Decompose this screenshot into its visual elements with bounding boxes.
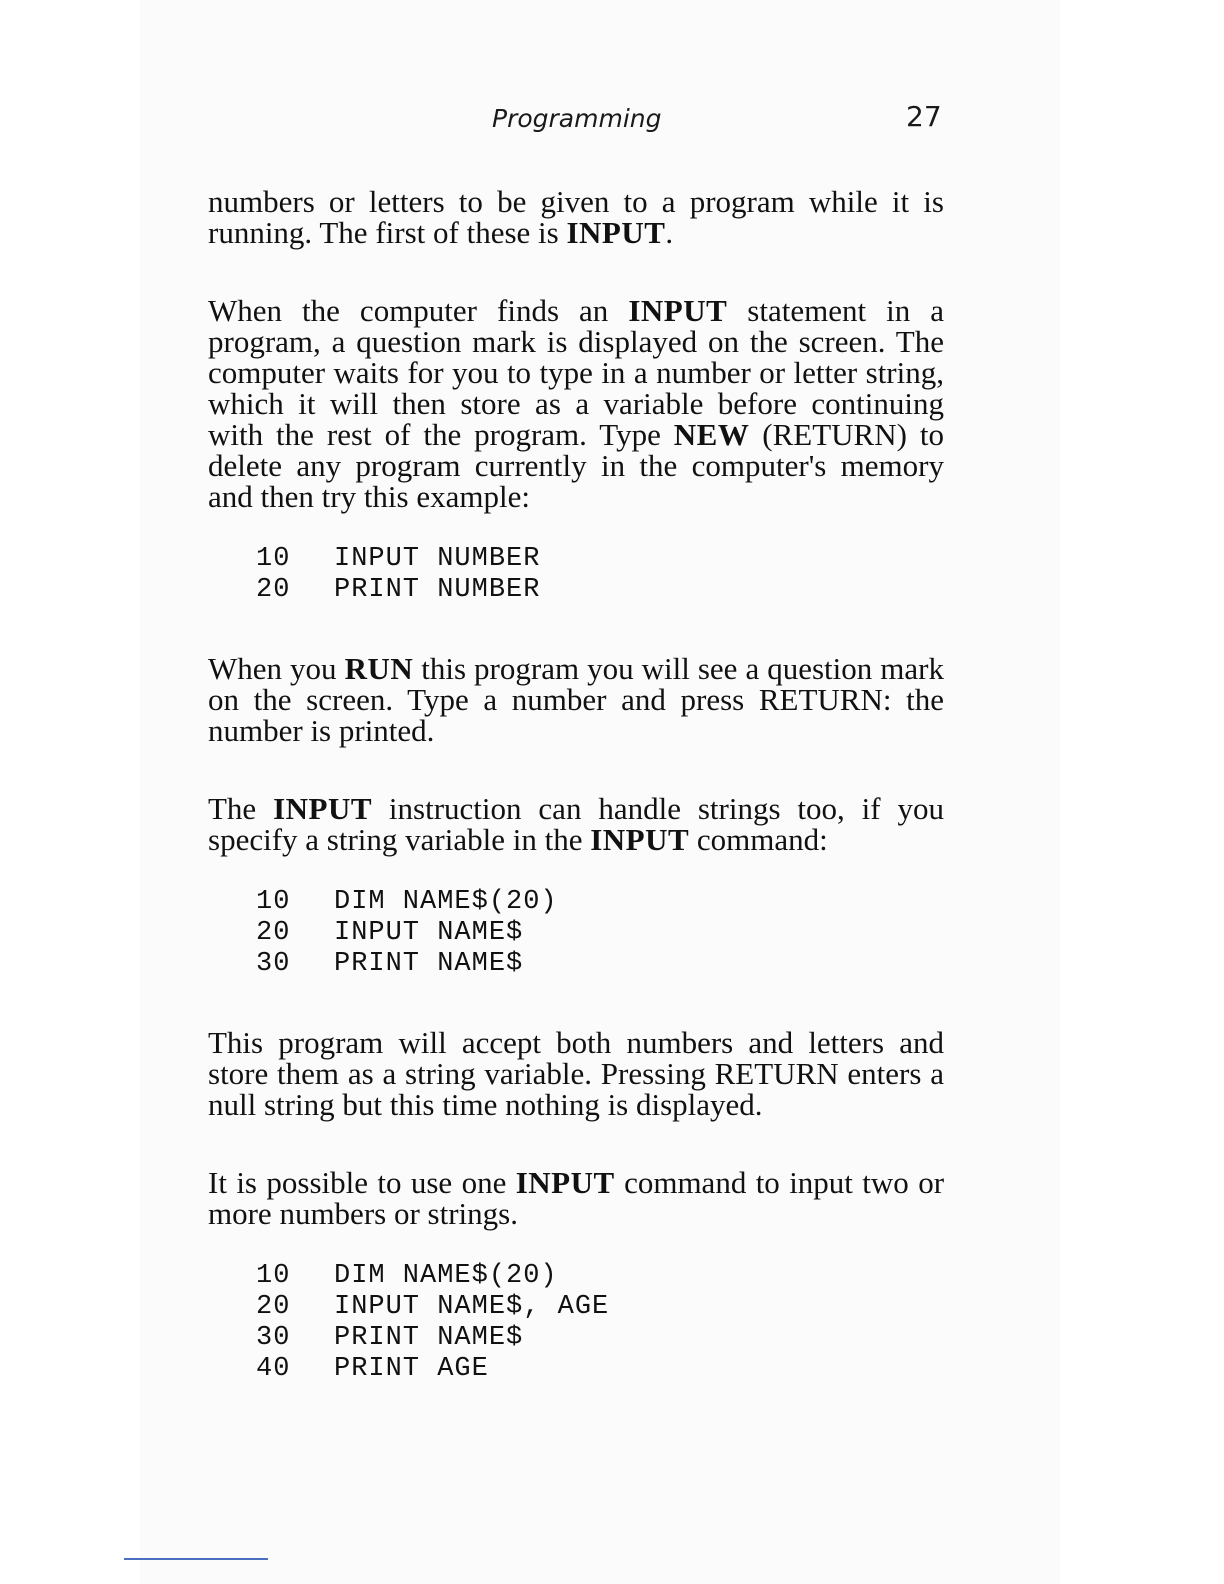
keyword: INPUT xyxy=(628,293,728,328)
keyword: NEW xyxy=(673,417,750,452)
code-text: DIM NAME$(20) xyxy=(334,1261,558,1291)
paragraph-6: It is possible to use one INPUT command to input two or more numbers or strings. xyxy=(208,1165,945,1231)
running-title: Programming xyxy=(492,104,662,133)
line-number: 40 xyxy=(256,1354,291,1384)
code-line xyxy=(256,1261,944,1292)
code-text: PRINT NAME$ xyxy=(334,949,524,979)
line-number: 20 xyxy=(256,1292,291,1322)
paragraph-4: The INPUT instruction can handle strings too, if you specify a string variable in the INPUT command: xyxy=(208,791,944,857)
paragraph-2: When the computer finds an INPUT statement in a program, a question mark is displayed on the screen. The computer waits for you to type in a number or letter string, which it will then store as a variable before continuing with the rest of the program. Type NEW (RETURN) to delete any program currently in the computer's memory and then try this example: xyxy=(208,293,945,514)
page-body xyxy=(208,186,944,1385)
code-listing-1 xyxy=(256,544,944,606)
keyword: INPUT xyxy=(515,1165,615,1200)
code-line xyxy=(256,949,944,980)
paragraph-1: numbers or letters to be given to a program while it is running. The first of these is INPUT. xyxy=(208,184,944,250)
code-text: INPUT NAME$, AGE xyxy=(334,1292,610,1322)
line-number: 20 xyxy=(256,918,291,948)
footer-rule xyxy=(124,1558,268,1560)
paragraph-5: This program will accept both numbers and letters and store them as a string variable. Pressing RETURN enters a null string but this time nothing is displayed. xyxy=(208,1025,944,1122)
paragraph-3: When you RUN this program you will see a question mark on the screen. Type a number and press RETURN: the number is printed. xyxy=(208,651,944,748)
page-header xyxy=(0,100,1224,140)
keyword: INPUT xyxy=(566,215,666,250)
keyword: INPUT xyxy=(590,822,690,857)
page-number: 27 xyxy=(906,100,942,133)
keyword: INPUT xyxy=(273,791,373,826)
code-line xyxy=(256,1323,944,1354)
code-line xyxy=(256,887,944,918)
code-text: INPUT NUMBER xyxy=(334,544,541,574)
code-text: PRINT NAME$ xyxy=(334,1323,524,1353)
line-number: 30 xyxy=(256,1323,291,1353)
code-text: PRINT AGE xyxy=(334,1354,489,1384)
code-text: INPUT NAME$ xyxy=(334,918,524,948)
code-listing-3 xyxy=(256,1261,944,1385)
code-listing-2 xyxy=(256,887,944,980)
code-line xyxy=(256,1292,944,1323)
code-line xyxy=(256,918,944,949)
keyword: RUN xyxy=(344,651,414,686)
line-number: 10 xyxy=(256,544,291,574)
code-line xyxy=(256,575,944,606)
line-number: 10 xyxy=(256,1261,291,1291)
line-number: 30 xyxy=(256,949,291,979)
code-text: DIM NAME$(20) xyxy=(334,887,558,917)
code-text: PRINT NUMBER xyxy=(334,575,541,605)
code-line xyxy=(256,1354,944,1385)
line-number: 10 xyxy=(256,887,291,917)
line-number: 20 xyxy=(256,575,291,605)
code-line xyxy=(256,544,944,575)
